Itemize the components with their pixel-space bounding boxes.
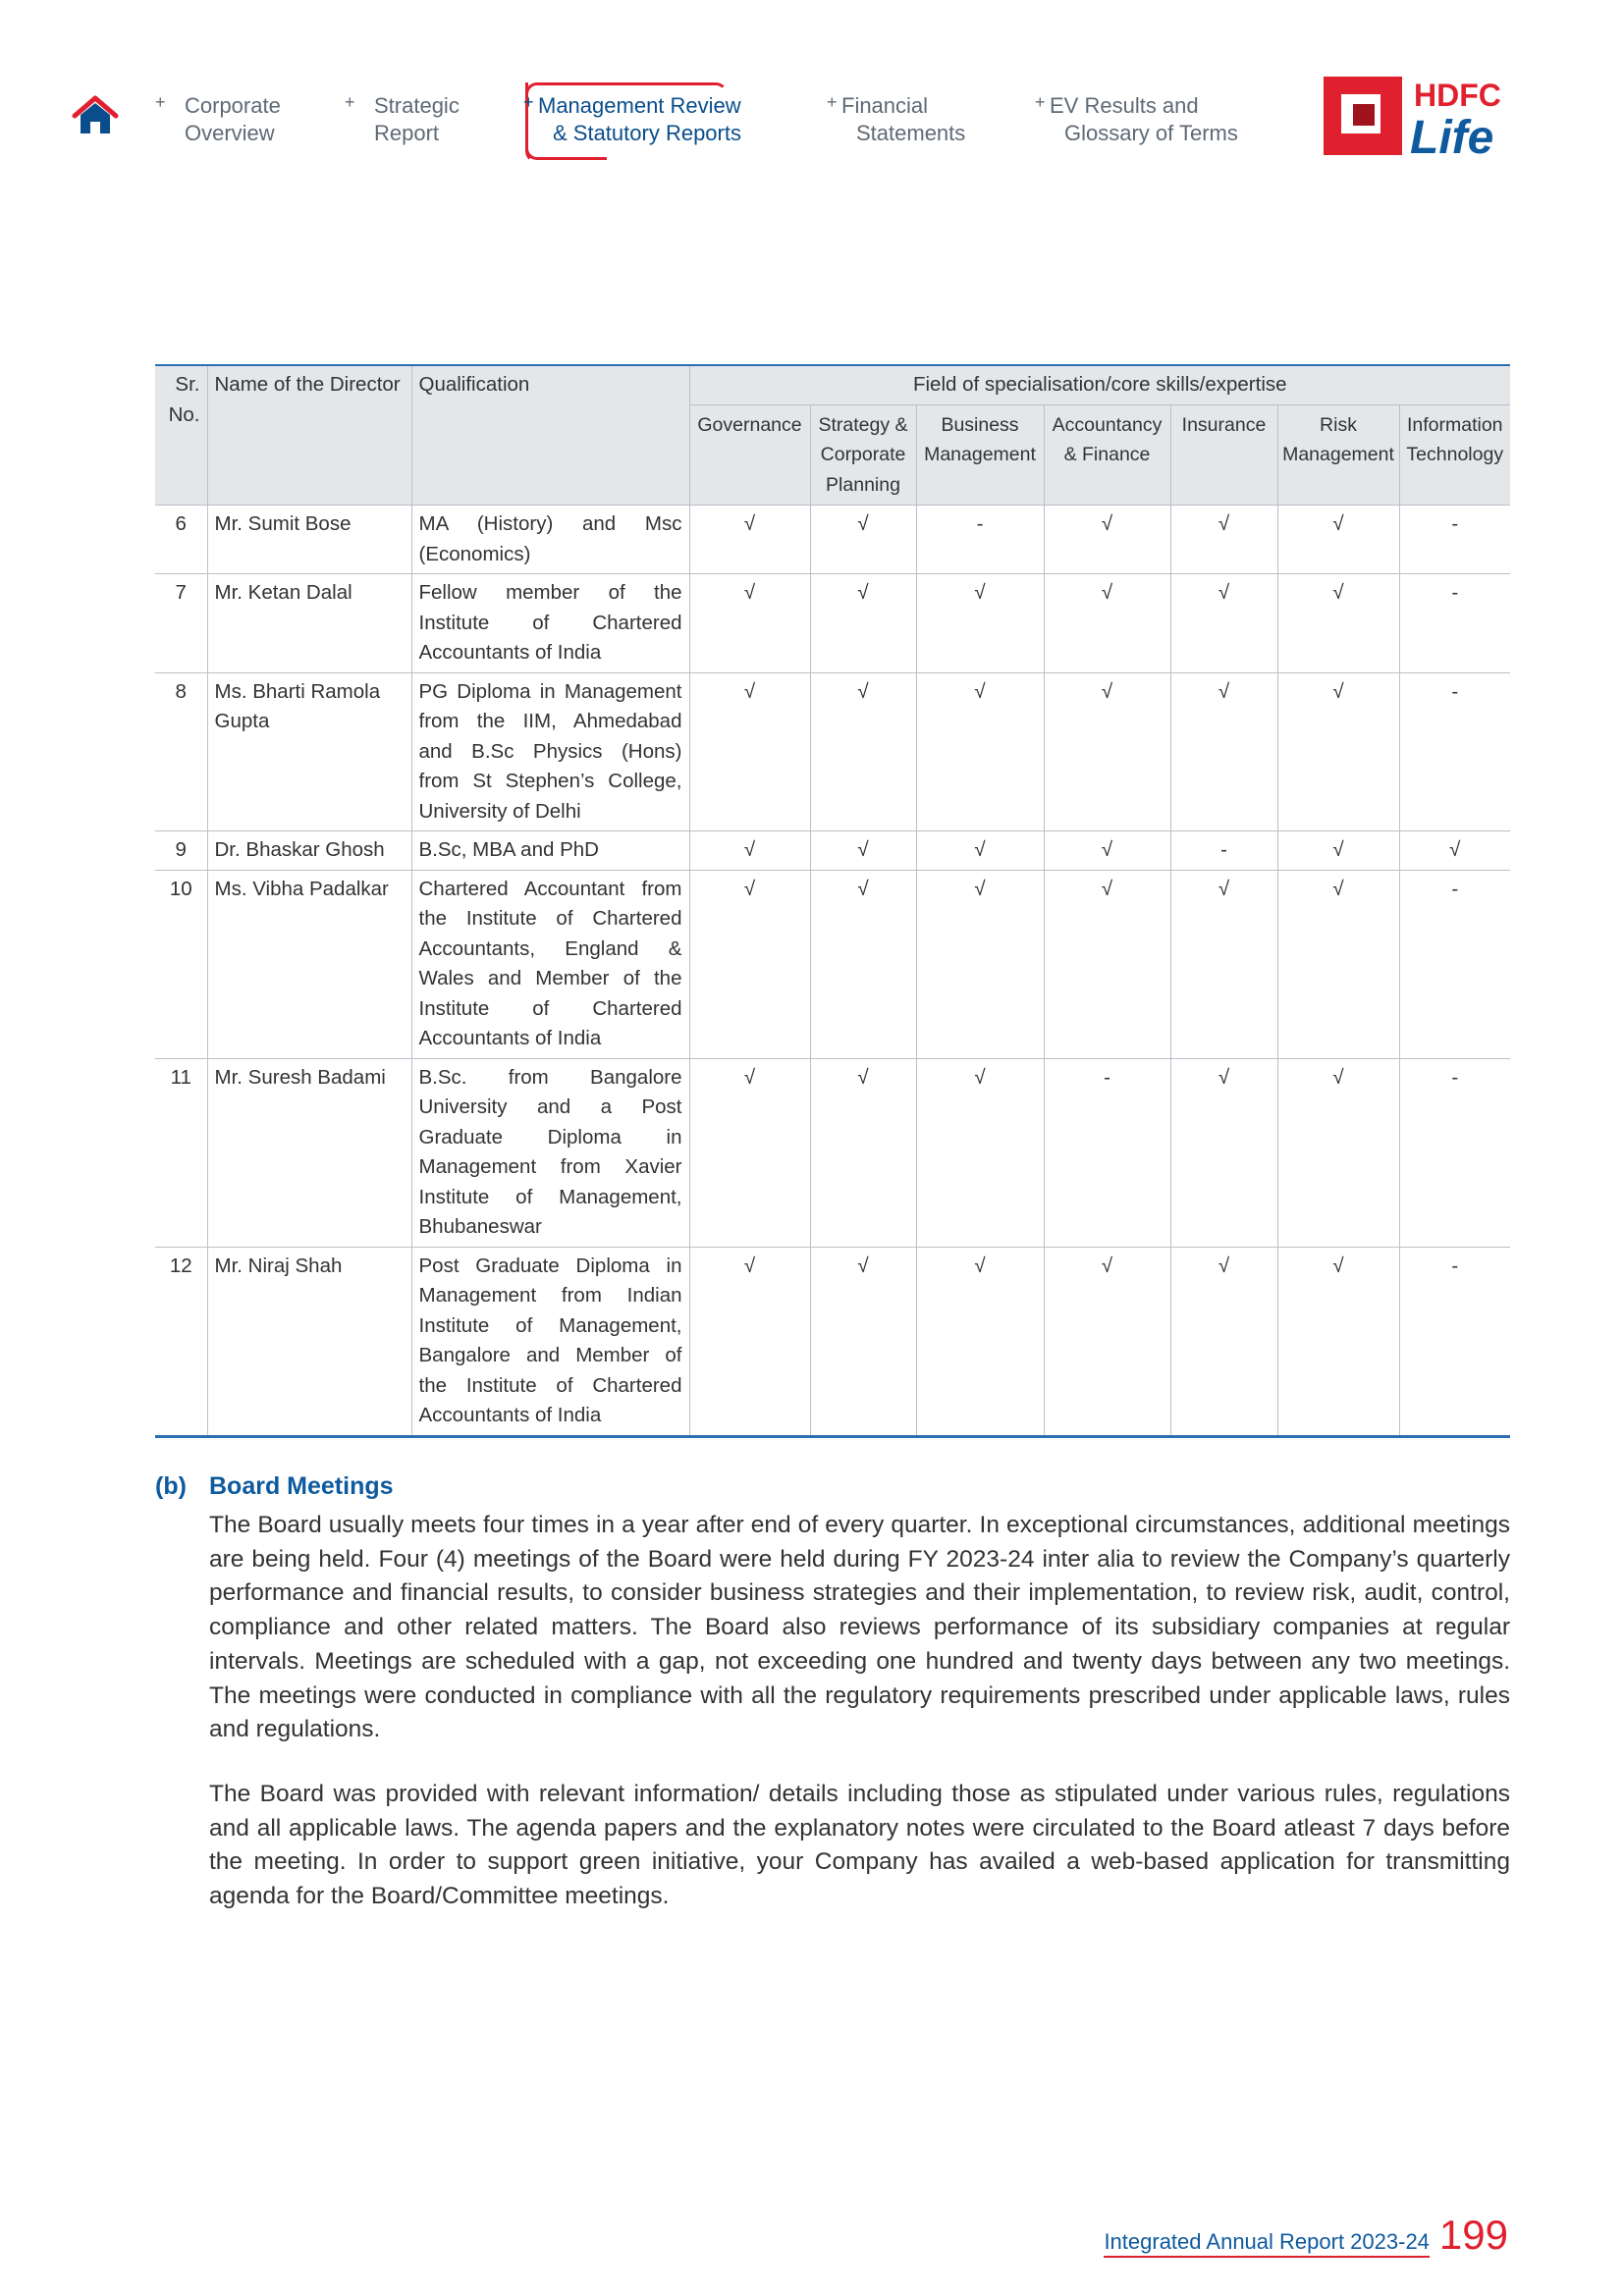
cell-skill-mark: √ [1170,672,1277,831]
table-row [155,574,1510,673]
cell-director-name: Mr. Suresh Badami [207,1058,411,1247]
logo-text-top: HDFC [1414,78,1501,113]
cell-skill-mark: √ [1170,870,1277,1058]
nav-label-line1: EV Results and [1050,93,1199,118]
cell-skill-mark: √ [1277,574,1399,673]
plus-icon: + [827,92,838,112]
table-body [155,506,1510,1437]
cell-skill-mark: √ [689,574,810,673]
header-director-name: Name of the Director [207,365,411,506]
nav-label-line2: Report [374,121,440,145]
cell-skill-mark: √ [810,506,916,574]
cell-skill-mark: √ [1170,506,1277,574]
director-skills-table [155,364,1510,1438]
cell-skill-mark: √ [1277,1058,1399,1247]
cell-qualification: B.Sc, MBA and PhD [411,831,689,871]
page-footer [1104,2212,1508,2259]
header-skill-insurance: Insurance [1170,404,1277,506]
nav-label-line2: Overview [185,121,275,145]
nav-management-review[interactable] [523,92,741,147]
paragraph: The Board usually meets four times in a year after end of every quarter. In exceptional circumstances, additional meetings are being held. Four (4) meetings of the Board were held during FY 2023-24 inter alia to review the Company’s quarterly performance and financial results, to consider business strategies and their implementation, to review risk, audit, control, compliance and other related matters. The Board also reviews performance of its subsidiary companies at regular intervals. Meetings are scheduled with a gap, not exceeding one hundred and twenty days between any two meetings. The meetings were conducted in compliance with all the regulatory requirements prescribed under applicable laws, rules and regulations. [209,1512,1510,1743]
cell-skill-mark: - [1044,1058,1170,1247]
cell-sr-no: 11 [155,1058,207,1247]
cell-skill-mark: √ [1277,1247,1399,1436]
cell-skill-mark: √ [1399,831,1510,871]
plus-icon: + [345,92,355,112]
cell-skill-mark: √ [1277,870,1399,1058]
cell-skill-mark: √ [916,870,1044,1058]
header-skill-governance: Governance [689,404,810,506]
cell-qualification: Fellow member of the Institute of Chartered Accountants of India [411,574,689,673]
section-letter: (b) [155,1472,187,1500]
cell-qualification: MA (History) and Msc (Economics) [411,506,689,574]
cell-sr-no: 6 [155,506,207,574]
cell-director-name: Ms. Bharti Ramola Gupta [207,672,411,831]
header-sr-no: Sr. No. [155,365,207,506]
section-title: Board Meetings [209,1472,394,1500]
cell-skill-mark: √ [916,1247,1044,1436]
board-meetings-section [155,1469,1510,1914]
nav-strategic-report[interactable] [345,92,460,147]
cell-skill-mark: √ [689,831,810,871]
cell-skill-mark: √ [810,1247,916,1436]
paragraph: The Board was provided with relevant information/ details including those as stipulated under various rules, regulations and all applicable laws. The agenda papers and the explanatory notes were circulated to the Board atleast 7 days before the meeting. In order to support green initiative, your Company has availed a web-based application for transmitting agenda for the Board/Committee meetings. [209,1780,1510,1910]
plus-icon: + [155,92,166,112]
cell-skill-mark: √ [1277,831,1399,871]
header-field-of-specialisation: Field of specialisation/core skills/expertise [689,365,1510,404]
page-number: 199 [1438,2212,1508,2258]
nav-label-line1: Corporate [185,93,281,118]
table-row [155,1247,1510,1436]
cell-sr-no: 12 [155,1247,207,1436]
cell-skill-mark: √ [810,672,916,831]
header-skill-risk: Risk Management [1277,404,1399,506]
header-skill-it: Information Technology [1399,404,1510,506]
cell-director-name: Ms. Vibha Padalkar [207,870,411,1058]
report-title: Integrated Annual Report 2023-24 [1104,2229,1429,2258]
cell-skill-mark: √ [916,574,1044,673]
plus-icon: + [1035,92,1046,112]
cell-skill-mark: - [1399,574,1510,673]
cell-skill-mark: √ [1170,1058,1277,1247]
cell-skill-mark: √ [689,870,810,1058]
cell-skill-mark: √ [1277,506,1399,574]
cell-skill-mark: √ [1044,672,1170,831]
header-qualification: Qualification [411,365,689,506]
header-skill-accountancy: Accountancy & Finance [1044,404,1170,506]
cell-skill-mark: √ [810,831,916,871]
home-icon[interactable] [71,94,120,137]
cell-skill-mark: √ [1044,506,1170,574]
cell-skill-mark: √ [916,672,1044,831]
cell-skill-mark: √ [1044,831,1170,871]
cell-skill-mark: - [1399,870,1510,1058]
cell-director-name: Mr. Niraj Shah [207,1247,411,1436]
logo-text-bottom: Life [1410,112,1494,159]
table-row [155,1058,1510,1247]
cell-skill-mark: √ [689,1058,810,1247]
cell-skill-mark: √ [689,506,810,574]
nav-label-line1: Strategic [374,93,460,118]
table-row [155,672,1510,831]
header-skill-business-management: Business Management [916,404,1044,506]
cell-director-name: Mr. Ketan Dalal [207,574,411,673]
cell-director-name: Dr. Bhaskar Ghosh [207,831,411,871]
cell-skill-mark: √ [810,870,916,1058]
cell-skill-mark: √ [1277,672,1399,831]
cell-qualification: B.Sc. from Bangalore University and a Post Graduate Diploma in Management from Xavier Institute of Management, Bhubaneswar [411,1058,689,1247]
nav-label-line1: Management Review [538,93,741,118]
plus-icon: + [523,92,534,112]
nav-ev-results[interactable] [1035,92,1238,147]
cell-skill-mark: - [916,506,1044,574]
cell-skill-mark: √ [916,1058,1044,1247]
nav-label-line2: Statements [856,121,966,145]
section-heading [155,1469,1510,1503]
cell-skill-mark: √ [689,672,810,831]
cell-skill-mark: - [1399,506,1510,574]
cell-skill-mark: √ [810,574,916,673]
cell-skill-mark: - [1399,1247,1510,1436]
table-row [155,870,1510,1058]
nav-financial-statements[interactable] [827,92,966,147]
hdfc-life-logo [1324,75,1512,159]
cell-skill-mark: √ [1044,870,1170,1058]
nav-label-line2: Glossary of Terms [1064,121,1238,145]
table-row [155,831,1510,871]
nav-label-line1: Financial [841,93,929,118]
cell-skill-mark: √ [1044,574,1170,673]
nav-label-line2: & Statutory Reports [553,121,741,145]
cell-skill-mark: √ [1170,574,1277,673]
cell-skill-mark: - [1399,1058,1510,1247]
cell-skill-mark: √ [810,1058,916,1247]
cell-skill-mark: √ [1170,1247,1277,1436]
cell-sr-no: 7 [155,574,207,673]
cell-sr-no: 8 [155,672,207,831]
header-skill-strategy: Strategy & Corporate Planning [810,404,916,506]
table-row [155,506,1510,574]
cell-qualification: PG Diploma in Management from the IIM, Ahmedabad and B.Sc Physics (Hons) from St Stephen’s College, University of Delhi [411,672,689,831]
cell-sr-no: 9 [155,831,207,871]
cell-skill-mark: √ [689,1247,810,1436]
cell-sr-no: 10 [155,870,207,1058]
cell-skill-mark: √ [1044,1247,1170,1436]
cell-skill-mark: - [1170,831,1277,871]
nav-corporate-overview[interactable] [155,92,281,147]
cell-qualification: Post Graduate Diploma in Management from Indian Institute of Management, Bangalore and Member of the Institute of Chartered Accountants of India [411,1247,689,1436]
cell-qualification: Chartered Accountant from the Institute of Chartered Accountants, England & Wales and Member of the Institute of Chartered Accountants of India [411,870,689,1058]
cell-director-name: Mr. Sumit Bose [207,506,411,574]
cell-skill-mark: - [1399,672,1510,831]
cell-skill-mark: √ [916,831,1044,871]
